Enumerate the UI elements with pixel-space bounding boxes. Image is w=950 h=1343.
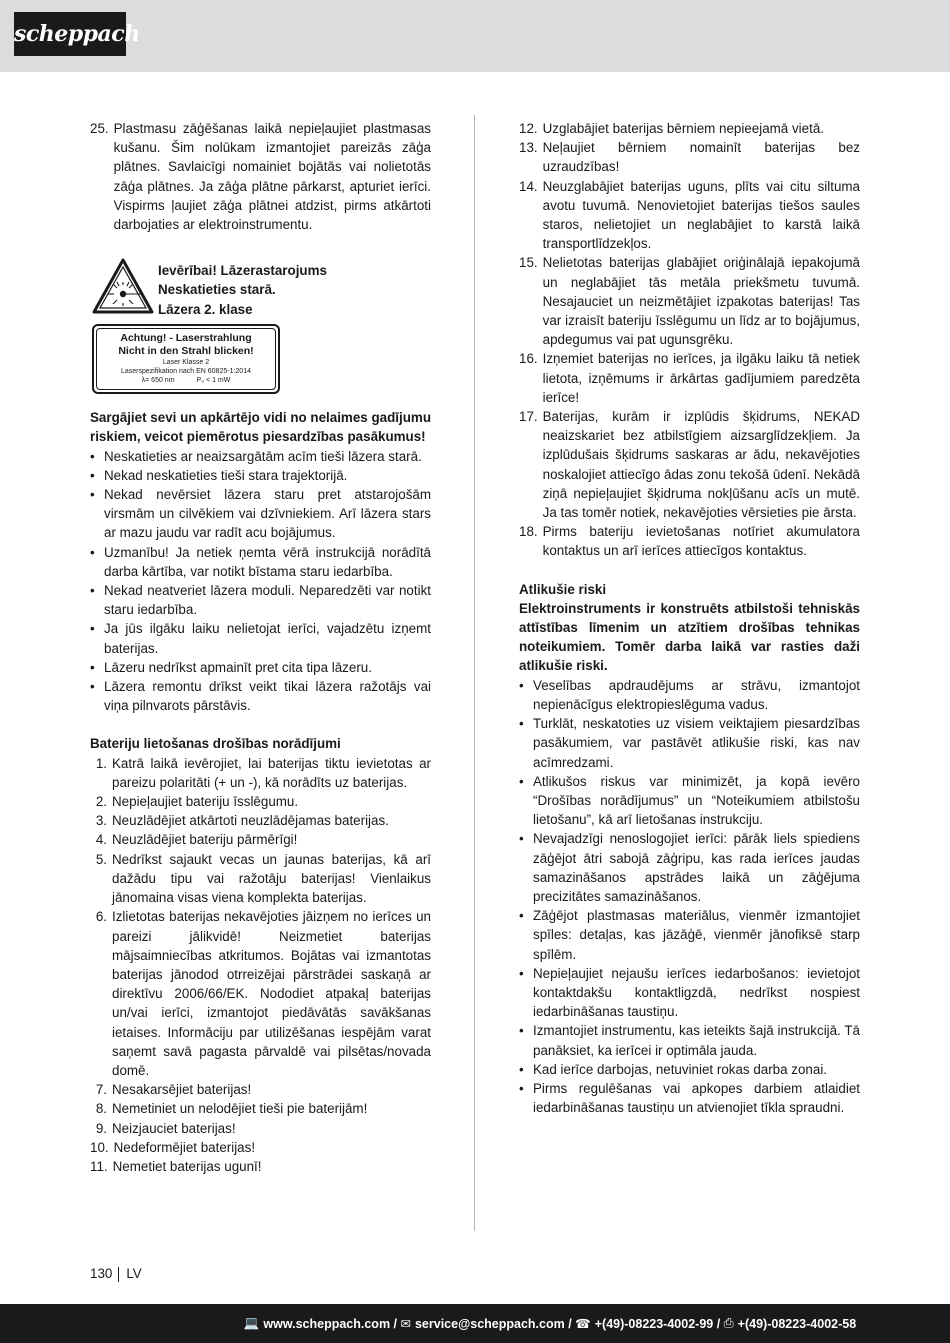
laser-class-label	[92, 324, 280, 394]
footer-band	[0, 1304, 950, 1343]
list-item: 5. Nedrīkst sajaukt vecas un jaunas baterijas, kā arī dažādu tipu vai ražotāju baterijas! Vienlaikus jānomaina visas viena komplekta baterijas.	[95, 851, 431, 906]
list-item: • Kad ierīce darbojas, netuviniet rokas darba zonai.	[519, 1061, 828, 1077]
page-number-value: 130	[90, 1266, 113, 1281]
label-laser-klasse: Laser Klasse 2	[162, 359, 210, 367]
list-item: • Uzmanību! Ja netiek ņemta vērā instrukcijā norādītā darba kārtība, var notikt bīstama staru iedarbība.	[90, 544, 431, 579]
list-item: • Lāzera remontu drīkst veikt tikai lāzera ražotājs vai viņa pilnvarots pārstāvis.	[90, 679, 431, 714]
label-power: P₀ < 1 mW	[196, 377, 231, 385]
page-language: LV	[126, 1266, 142, 1281]
battery-list-right	[519, 119, 860, 561]
laser-line-attention: Ievērībai! Lāzerastarojums	[158, 263, 327, 279]
page-number	[90, 1265, 142, 1283]
list-item: • Veselības apdraudējums ar strāvu, izmantojot nepienācīgus elektropieslēguma vadus.	[519, 677, 860, 712]
list-item: • Nekad neskatieties tieši stara trajektorijā.	[90, 467, 348, 483]
residual-risks-heading: Atlikušie riski	[519, 581, 607, 597]
item-text: Plastmasu zāģēšanas laikā nepieļaujiet plastmasas kušanu. Šim nolūkam izmantojiet pareizās zāģa plātnes. Savlaicīgi nomainiet bojātās vai nolietotās zāģa plātnes. Ja zāģa plātne pārkarst, apturiet ierīci. Vispirms ļaujiet zāģa plātnei atdzist, pirms atkārtoti darbojaties ar elektroinstrumentu.	[113, 121, 431, 233]
list-item: 11. Nemetiet baterijas ugunī!	[90, 1158, 262, 1174]
footer-separator: /	[564, 1316, 576, 1331]
list-item: 2. Nepieļaujiet bateriju īsslēgumu.	[95, 794, 299, 810]
list-item: 16. Izņemiet baterijas no ierīces, ja ilgāku laiku tā netiek lietota, izņēmums ir ārkārtas gadījumiem paredzēta ierīce!	[519, 351, 860, 405]
footer-separator: /	[390, 1316, 401, 1331]
list-item: • Atlikušos riskus var minimizēt, ja kopā ievēro “Drošības norādījumus” un “Noteikumiem atbilstošu lietošanu”, kā arī lietošanas instrukciju.	[519, 773, 860, 828]
laser-bullet-list	[90, 447, 431, 716]
item-number: 25.	[90, 121, 109, 136]
scheppach-logo: scheppach	[14, 12, 126, 56]
list-item: 17. Baterijas, kurām ir izplūdis šķidrums, NEKAD neaizskariet bez atbilstīgiem aizsarglīdzekļiem. Ja izplūdušais šķidrums saskaras ar ādu, nekavējoties noskalojiet attiecīgo ādas zonu tekošā ūdenī. Nekādā ziņā nepieļaujiet šķidruma nokļūšanu acīs un mutē. Ja tas tomēr notiek, nekavējoties vērsieties pie ārsta.	[519, 409, 860, 521]
list-item: 3. Neuzlādējiet atkārtoti neuzlādējamas baterijas.	[95, 813, 389, 829]
list-item: 1. Katrā laikā ievērojiet, lai baterijas tiktu ievietotas ar pareizu polaritāti (+ un -), kā norādīts uz baterijas.	[95, 755, 431, 790]
laser-warning-block	[90, 248, 431, 408]
list-item: 7. Nesakarsējiet baterijas!	[95, 1082, 252, 1098]
laser-warning-icon	[92, 258, 154, 314]
monitor-icon: 💻	[243, 1316, 260, 1330]
protect-heading: Sargājiet sevi un apkārtējo vidi no nelaimes gadījumu riskiem, veicot piemērotus piesardzības pasākumus!	[90, 410, 431, 445]
footer-separator: /	[713, 1316, 724, 1331]
list-item: 9. Neizjauciet baterijas!	[95, 1120, 236, 1136]
battery-list-left	[90, 754, 431, 1176]
list-item: 10. Nedeformējiet baterijas!	[90, 1139, 256, 1155]
list-item: 14. Neuzglabājiet baterijas uguns, plīts vai citu siltuma avotu tuvumā. Nenovietojiet baterijas tiešos saules staros, nelietojiet un neglabājiet to karstā laikā transportlīdzekļos.	[519, 178, 860, 252]
label-wavelength: λ= 650 nm	[141, 377, 175, 385]
list-item	[90, 119, 431, 234]
page-number-separator	[118, 1267, 119, 1282]
laser-line-dont-look: Neskatieties starā.	[158, 282, 276, 298]
list-item: • Ja jūs ilgāku laiku nelietojat ierīci, vajadzētu izņemt baterijas.	[90, 621, 431, 656]
list-item: • Pirms regulēšanas vai apkopes darbiem atlaidiet iedarbināšanas taustiņu un atvienojiet tīkla spraudni.	[519, 1080, 860, 1116]
footer-fax: +(49)-08223-4002-58	[737, 1316, 857, 1331]
left-column	[90, 119, 431, 1176]
phone-icon: ☎	[575, 1317, 591, 1331]
label-achtung: Achtung! - Laserstrahlung	[120, 332, 252, 345]
list-item: • Neskatieties ar neaizsargātām acīm tieši lāzera starā.	[90, 448, 422, 464]
list-item: 6. Izlietotas baterijas nekavējoties jāizņem no ierīces un pareizi jālikvidē! Neizmetiet baterijas mājsaimniecības atkritumos. Bojātas vai izmantotas baterijas jānodod otrreizējai pārstrādei saskaņā ar direktīvu 2006/66/EK. Nododiet atpakaļ baterijas un/vai ierīci, izmantojot piedāvātās savākšanas ietaises. Informāciju par utilizēšanas iespējām varat saņemt savā pagasta pārvaldē vai pilsētas/novada domē.	[95, 909, 431, 1078]
list-item: 15. Nelietotas baterijas glabājiet oriģinālajā iepakojumā un neglabājiet tās metāla priekšmetu tuvumā. Nesajauciet un neizmētājiet izpakotas baterijas! Tas var izraisīt bateriju īsslēgumu un līdz ar to bojājumus, apdegumus vai pat ugunsgrēku.	[519, 255, 860, 348]
list-item: 18. Pirms bateriju ievietošanas notīriet akumulatora kontaktus un arī ierīces attiecīgos kontaktus.	[519, 524, 860, 559]
list-item: • Izmantojiet instrumentu, kas ieteikts šajā instrukcijā. Tā panāksiet, ka ierīcei ir optimāla jauda.	[519, 1023, 860, 1058]
column-divider	[474, 115, 475, 1231]
list-item: 4. Neuzlādējiet bateriju pārmērīgi!	[95, 832, 298, 848]
right-column	[519, 119, 860, 1117]
list-item: • Nepieļaujiet nejaušu ierīces iedarbošanos: ievietojot kontaktdakšu kontaktligzdā, nedrīkst nospiest iedarbināšanas taustiņu.	[519, 965, 860, 1020]
residual-risks-intro: Elektroinstruments ir konstruēts atbilstoši tehniskās attīstības līmenim un atzītiem drošības tehnikas noteikumiem. Tomēr darba laikā var rasties daži atlikušie riski.	[519, 600, 860, 674]
list-item: • Turklāt, neskatoties uz visiem veiktajiem piesardzības pasākumiem, var pastāvēt atlikušie riski, kas nav acīmredzami.	[519, 716, 860, 770]
list-item: • Nekad nevērsiet lāzera staru pret atstarojošām virsmām un cilvēkiem vai dzīvniekiem. Arī lāzera stars ar mazu jaudu var radīt acu bojājumus.	[90, 487, 431, 541]
label-nicht-blicken: Nicht in den Strahl blicken!	[118, 345, 254, 358]
footer-email[interactable]: service@scheppach.com	[414, 1316, 565, 1331]
list-item: • Zāģējot plastmasas materiālus, vienmēr izmantojiet spīles: detaļas, kas jāzāģē, vienmēr jānofiksē starp spīlēm.	[519, 908, 860, 962]
list-item: 8. Nemetiniet un nelodējiet tieši pie baterijām!	[95, 1101, 368, 1117]
list-item: • Nekad neatveriet lāzera moduli. Neparedzēti var notikt staru iedarbība.	[90, 583, 431, 618]
list-item: • Nevajadzīgi nenoslogojiet ierīci: pārāk liels spiediens zāģējot ātri sabojā zāģripu, kas rada ierīces jaudas samazināšanos apstrādes laikā un zāģējuma precizitātes samazināšanos.	[519, 831, 860, 904]
fax-icon: ⎙	[723, 1316, 734, 1330]
header-band	[0, 0, 950, 72]
residual-bullet-list	[519, 676, 860, 1118]
laser-warning-text	[158, 261, 327, 319]
list-item: 12. Uzglabājiet baterijas bērniem nepieejamā vietā.	[519, 121, 824, 136]
battery-heading: Bateriju lietošanas drošības norādījumi	[90, 736, 341, 752]
list-item: 13. Neļaujiet bērniem nomainīt baterijas bez uzraudzības!	[519, 140, 860, 175]
footer-phone[interactable]: +(49)-08223-4002-99	[594, 1316, 714, 1331]
label-specification: Laserspezifikation nach EN 60825-1:2014	[121, 368, 251, 376]
envelope-icon: ✉	[400, 1317, 411, 1331]
laser-line-class: Lāzera 2. klase	[158, 301, 253, 317]
footer-website[interactable]: www.scheppach.com	[263, 1316, 391, 1331]
list-item: • Lāzeru nedrīkst apmainīt pret cita tipa lāzeru.	[90, 659, 372, 675]
